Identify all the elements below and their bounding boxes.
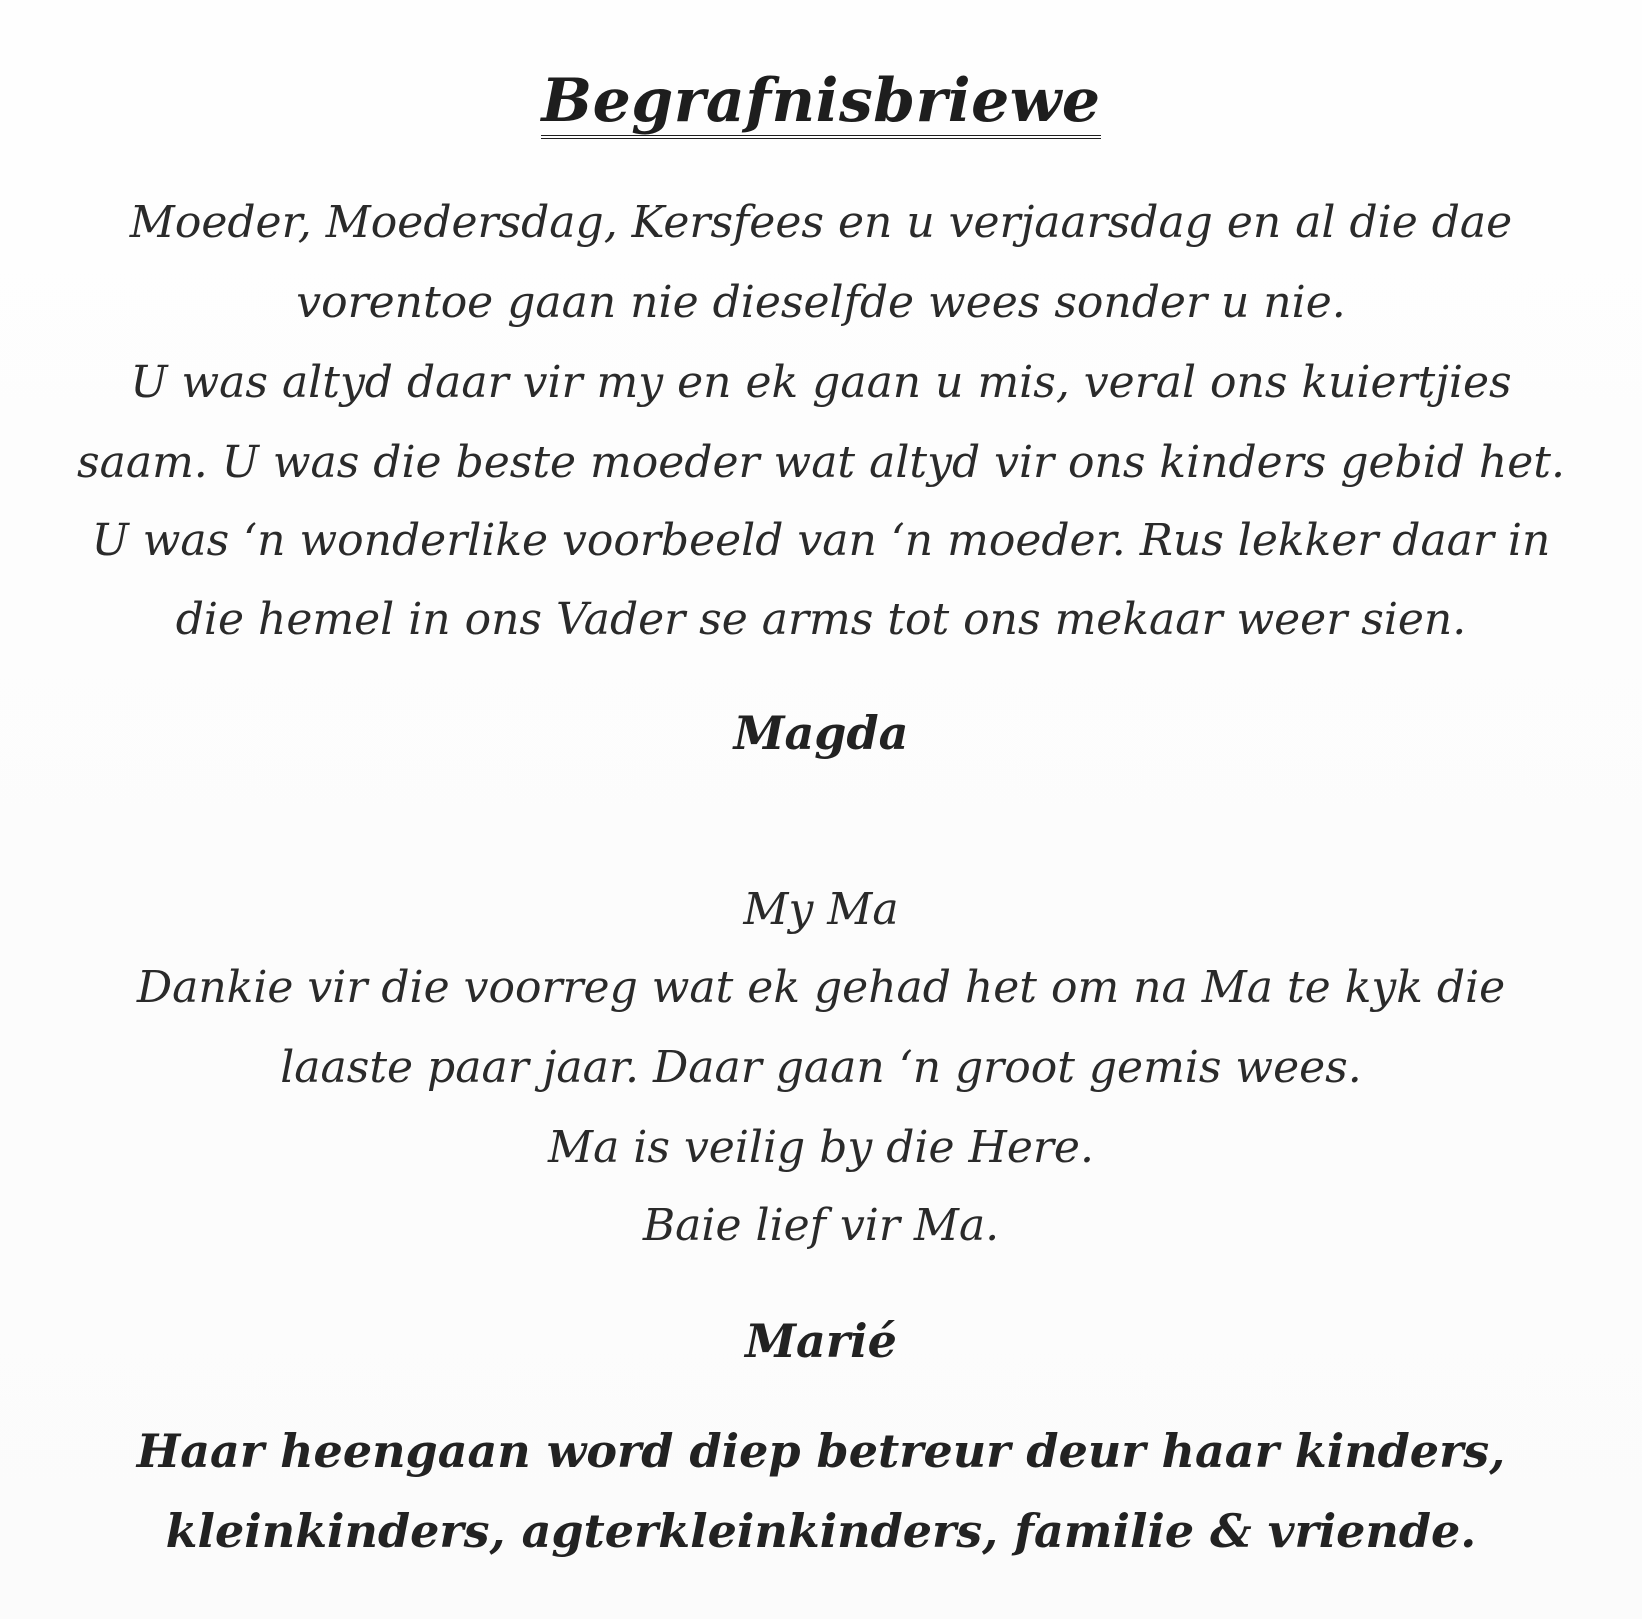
letter1-line: vorentoe gaan nie dieselfde wees sonder u nie. [296,277,1346,328]
letter2-line: Baie lief vir Ma. [642,1200,1000,1251]
page-title [0,66,1642,139]
page-title-text: Begrafnisbriewe [541,70,1100,139]
closing-line: Haar heengaan word diep betreur deur haar kinders, [136,1424,1506,1478]
letter2-heading: My Ma [743,884,899,935]
letter2-line: laaste paar jaar. Daar gaan ‘n groot gemis wees. [280,1042,1362,1093]
letter1-line: saam. U was die beste moeder wat altyd vir ons kinders gebid het. [77,437,1565,488]
letter1-line: die hemel in ons Vader se arms tot ons mekaar weer sien. [175,594,1467,645]
letter1-line: U was ‘n wonderlike voorbeeld van ‘n moeder. Rus lekker daar in [91,515,1551,566]
letter2-line: Ma is veilig by die Here. [548,1122,1094,1173]
letter2-line: Dankie vir die voorreg wat ek gehad het om na Ma te kyk die [136,962,1506,1013]
closing-line: kleinkinders, agterkleinkinders, familie & vriende. [165,1504,1477,1558]
letter1-signature: Magda [733,706,909,760]
letter1-line: Moeder, Moedersdag, Kersfees en u verjaarsdag en al die dae [129,197,1513,248]
letter1-line: U was altyd daar vir my en ek gaan u mis, veral ons kuiertjies [130,357,1512,408]
letter2-signature: Marié [745,1314,897,1368]
